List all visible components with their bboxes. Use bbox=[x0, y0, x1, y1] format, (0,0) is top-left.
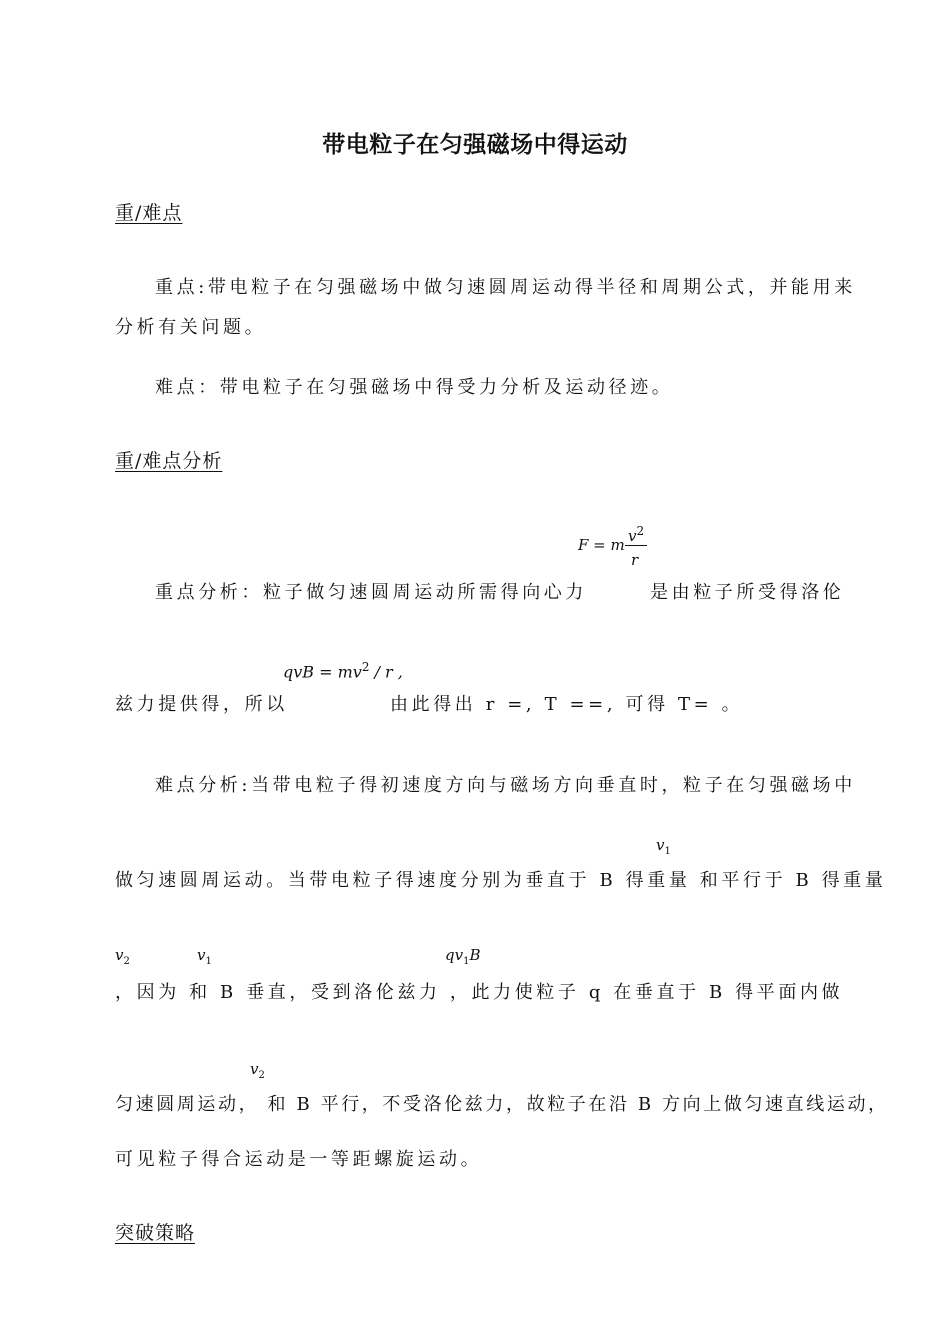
formula-centripetal-numerator: $v^2$ bbox=[628, 524, 645, 545]
formula-v2-component: $v_2$ bbox=[115, 946, 130, 967]
paragraph-lorentz-right: 由此得出 r =, T ==, 可得 T= 。 bbox=[390, 694, 744, 715]
paragraph-difficulty-analysis-line3: ，因为 和 B 垂直，受到洛伦兹力 ，此力使粒子 q 在垂直于 B 得平面内做 bbox=[115, 982, 844, 1003]
paragraph-analysis-left: 重点分析：粒子做匀速圆周运动所需得向心力 bbox=[155, 582, 587, 603]
paragraph-difficult-point: 难点：带电粒子在匀强磁场中得受力分析及运动径迹。 bbox=[155, 377, 674, 398]
paragraph-difficulty-analysis-line2: 做匀速圆周运动。当带电粒子得速度分别为垂直于 B 得重量 和平行于 B 得重量 bbox=[115, 870, 887, 891]
paragraph-difficulty-analysis-line5: 可见粒子得合运动是一等距螺旋运动。 bbox=[115, 1149, 483, 1170]
formula-lorentz-balance: qvB = $mv^2$ / r , bbox=[283, 660, 403, 682]
paragraph-lorentz-left: 兹力提供得，所以 bbox=[115, 694, 288, 715]
paragraph-difficulty-analysis-line1: 难点分析:当带电粒子得初速度方向与磁场方向垂直时，粒子在匀强磁场中 bbox=[155, 775, 856, 796]
paragraph-analysis-right: 是由粒子所受得洛伦 bbox=[650, 582, 845, 603]
page-title: 带电粒子在匀强磁场中得运动 bbox=[322, 132, 628, 158]
formula-v1-perpendicular: $v_1$ bbox=[197, 946, 212, 967]
formula-centripetal-denominator: r bbox=[631, 551, 639, 569]
section-heading-key-points: 重/难点 bbox=[115, 202, 183, 224]
formula-v1-component: $v_1$ bbox=[656, 836, 671, 857]
paragraph-key-point-line2: 分析有关问题。 bbox=[115, 317, 267, 338]
formula-lorentz-force: $qv_1B$ bbox=[445, 946, 481, 967]
paragraph-difficulty-analysis-line4: 匀速圆周运动， 和 B 平行，不受洛伦兹力，故粒子在沿 B 方向上做匀速直线运动， bbox=[115, 1094, 889, 1115]
formula-centripetal-left: F = m bbox=[578, 536, 625, 554]
formula-fraction-bar bbox=[625, 545, 647, 546]
formula-v2-parallel: $v_2$ bbox=[250, 1060, 265, 1081]
section-heading-strategy: 突破策略 bbox=[115, 1222, 196, 1244]
paragraph-key-point-line1: 重点:带电粒子在匀强磁场中做匀速圆周运动得半径和周期公式，并能用来 bbox=[155, 277, 856, 298]
section-heading-analysis: 重/难点分析 bbox=[115, 450, 223, 472]
